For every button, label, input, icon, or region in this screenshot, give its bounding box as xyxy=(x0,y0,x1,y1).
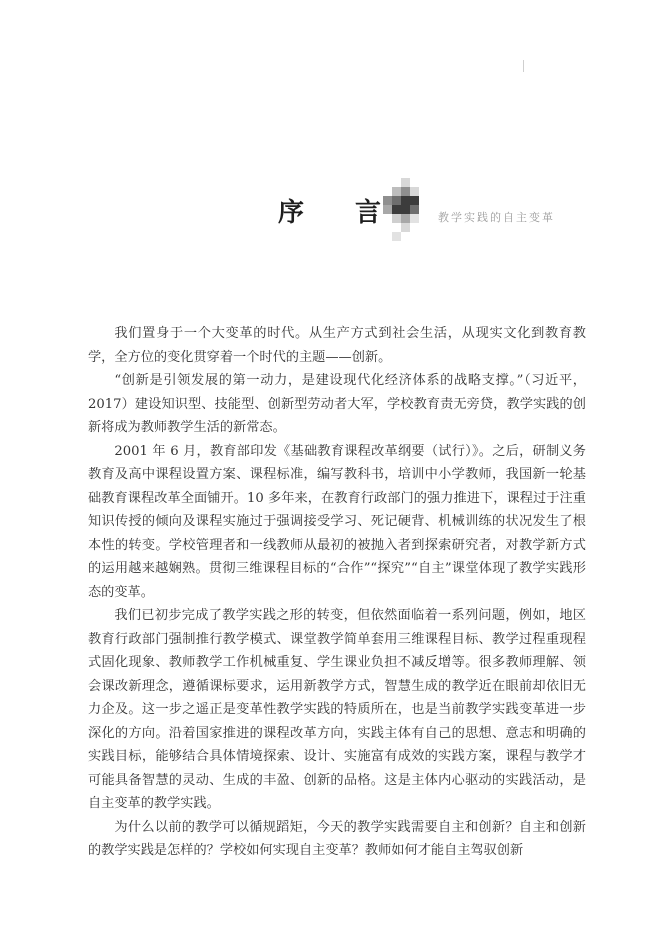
decorative-mosaic xyxy=(383,178,443,238)
mosaic-square xyxy=(410,205,419,214)
mosaic-square xyxy=(401,178,410,187)
series-label: 教学实践的自主变革 xyxy=(438,211,555,224)
mosaic-square xyxy=(401,214,410,223)
chapter-title-second-char: 言 xyxy=(355,198,382,228)
paragraph: 为什么以前的教学可以循规蹈矩，今天的教学实践需要自主和创新？自主和创新的教学实践是怎样的？学校如何实现自主变革？教师如何才能自主驾驭创新 xyxy=(88,819,586,858)
paragraph: 2001 年 6 月，教育部印发《基础教育课程改革纲要（试行）》。之后，研制义务教育及高中课程设置方案、课程标准，编写教科书，培训中小学教师，我国新一轮基础教育课程改革全面铺开。10 多年来，在教育行政部门的强力推进下，课程过于注重知识传授的倾向及课程实施过于强调接受学习、死记硬背、机械训练的状况发生了根本性的转变。学校管理者和一线教师从最初的被抛入者到探索研究者，对教学新方式的运用越来越娴熟。贯彻三维课程目标的“合作”“探究”“自主”课堂体现了教学实践形态的变革。 xyxy=(88,443,586,600)
mosaic-square xyxy=(401,223,410,232)
mosaic-square xyxy=(401,205,410,214)
chapter-heading xyxy=(270,178,600,248)
mosaic-square xyxy=(401,187,410,196)
mosaic-square xyxy=(392,232,401,241)
mosaic-square xyxy=(392,205,401,214)
mosaic-square xyxy=(410,214,419,223)
mosaic-square xyxy=(401,196,410,205)
mosaic-square xyxy=(392,196,401,205)
mosaic-square xyxy=(410,187,419,196)
preface-body xyxy=(88,322,586,863)
mosaic-square xyxy=(383,196,392,205)
mosaic-square xyxy=(383,205,392,214)
crop-mark xyxy=(523,60,524,72)
paragraph: “创新是引领发展的第一动力，是建设现代化经济体系的战略支撑。”（习近平，2017）建设知识型、技能型、创新型劳动者大军，学校教育责无旁贷，教学实践的创新将成为教师教学生活的新常态。 xyxy=(88,373,586,435)
paragraph: 我们已初步完成了教学实践之形的转变，但依然面临着一系列问题，例如，地区教育行政部门强制推行教学模式、课堂教学简单套用三维课程目标、教学过程重现程式固化现象、教师教学工作机械重复、学生课业负担不减反增等。很多教师理解、领会课改新理念，遵循课标要求，运用新教学方式，智慧生成的教学近在眼前却依旧无力企及。这一步之遥正是变革性教学实践的特质所在，也是当前教学实践变革进一步深化的方向。沿着国家推进的课程改革方向，实践主体有自己的思想、意志和明确的实践目标，能够结合具体情境探索、设计、实施富有成效的实践方案，课程与教学才可能具备智慧的灵动、生成的丰盈、创新的品格。这是主体内心驱动的实践活动，是自主变革的教学实践。 xyxy=(88,608,586,811)
paragraph: 我们置身于一个大变革的时代。从生产方式到社会生活，从现实文化到教育教学，全方位的变化贯穿着一个时代的主题——创新。 xyxy=(88,326,586,365)
mosaic-square xyxy=(392,214,401,223)
mosaic-square xyxy=(392,187,401,196)
mosaic-square xyxy=(410,196,419,205)
chapter-title-first-char: 序 xyxy=(278,198,305,228)
